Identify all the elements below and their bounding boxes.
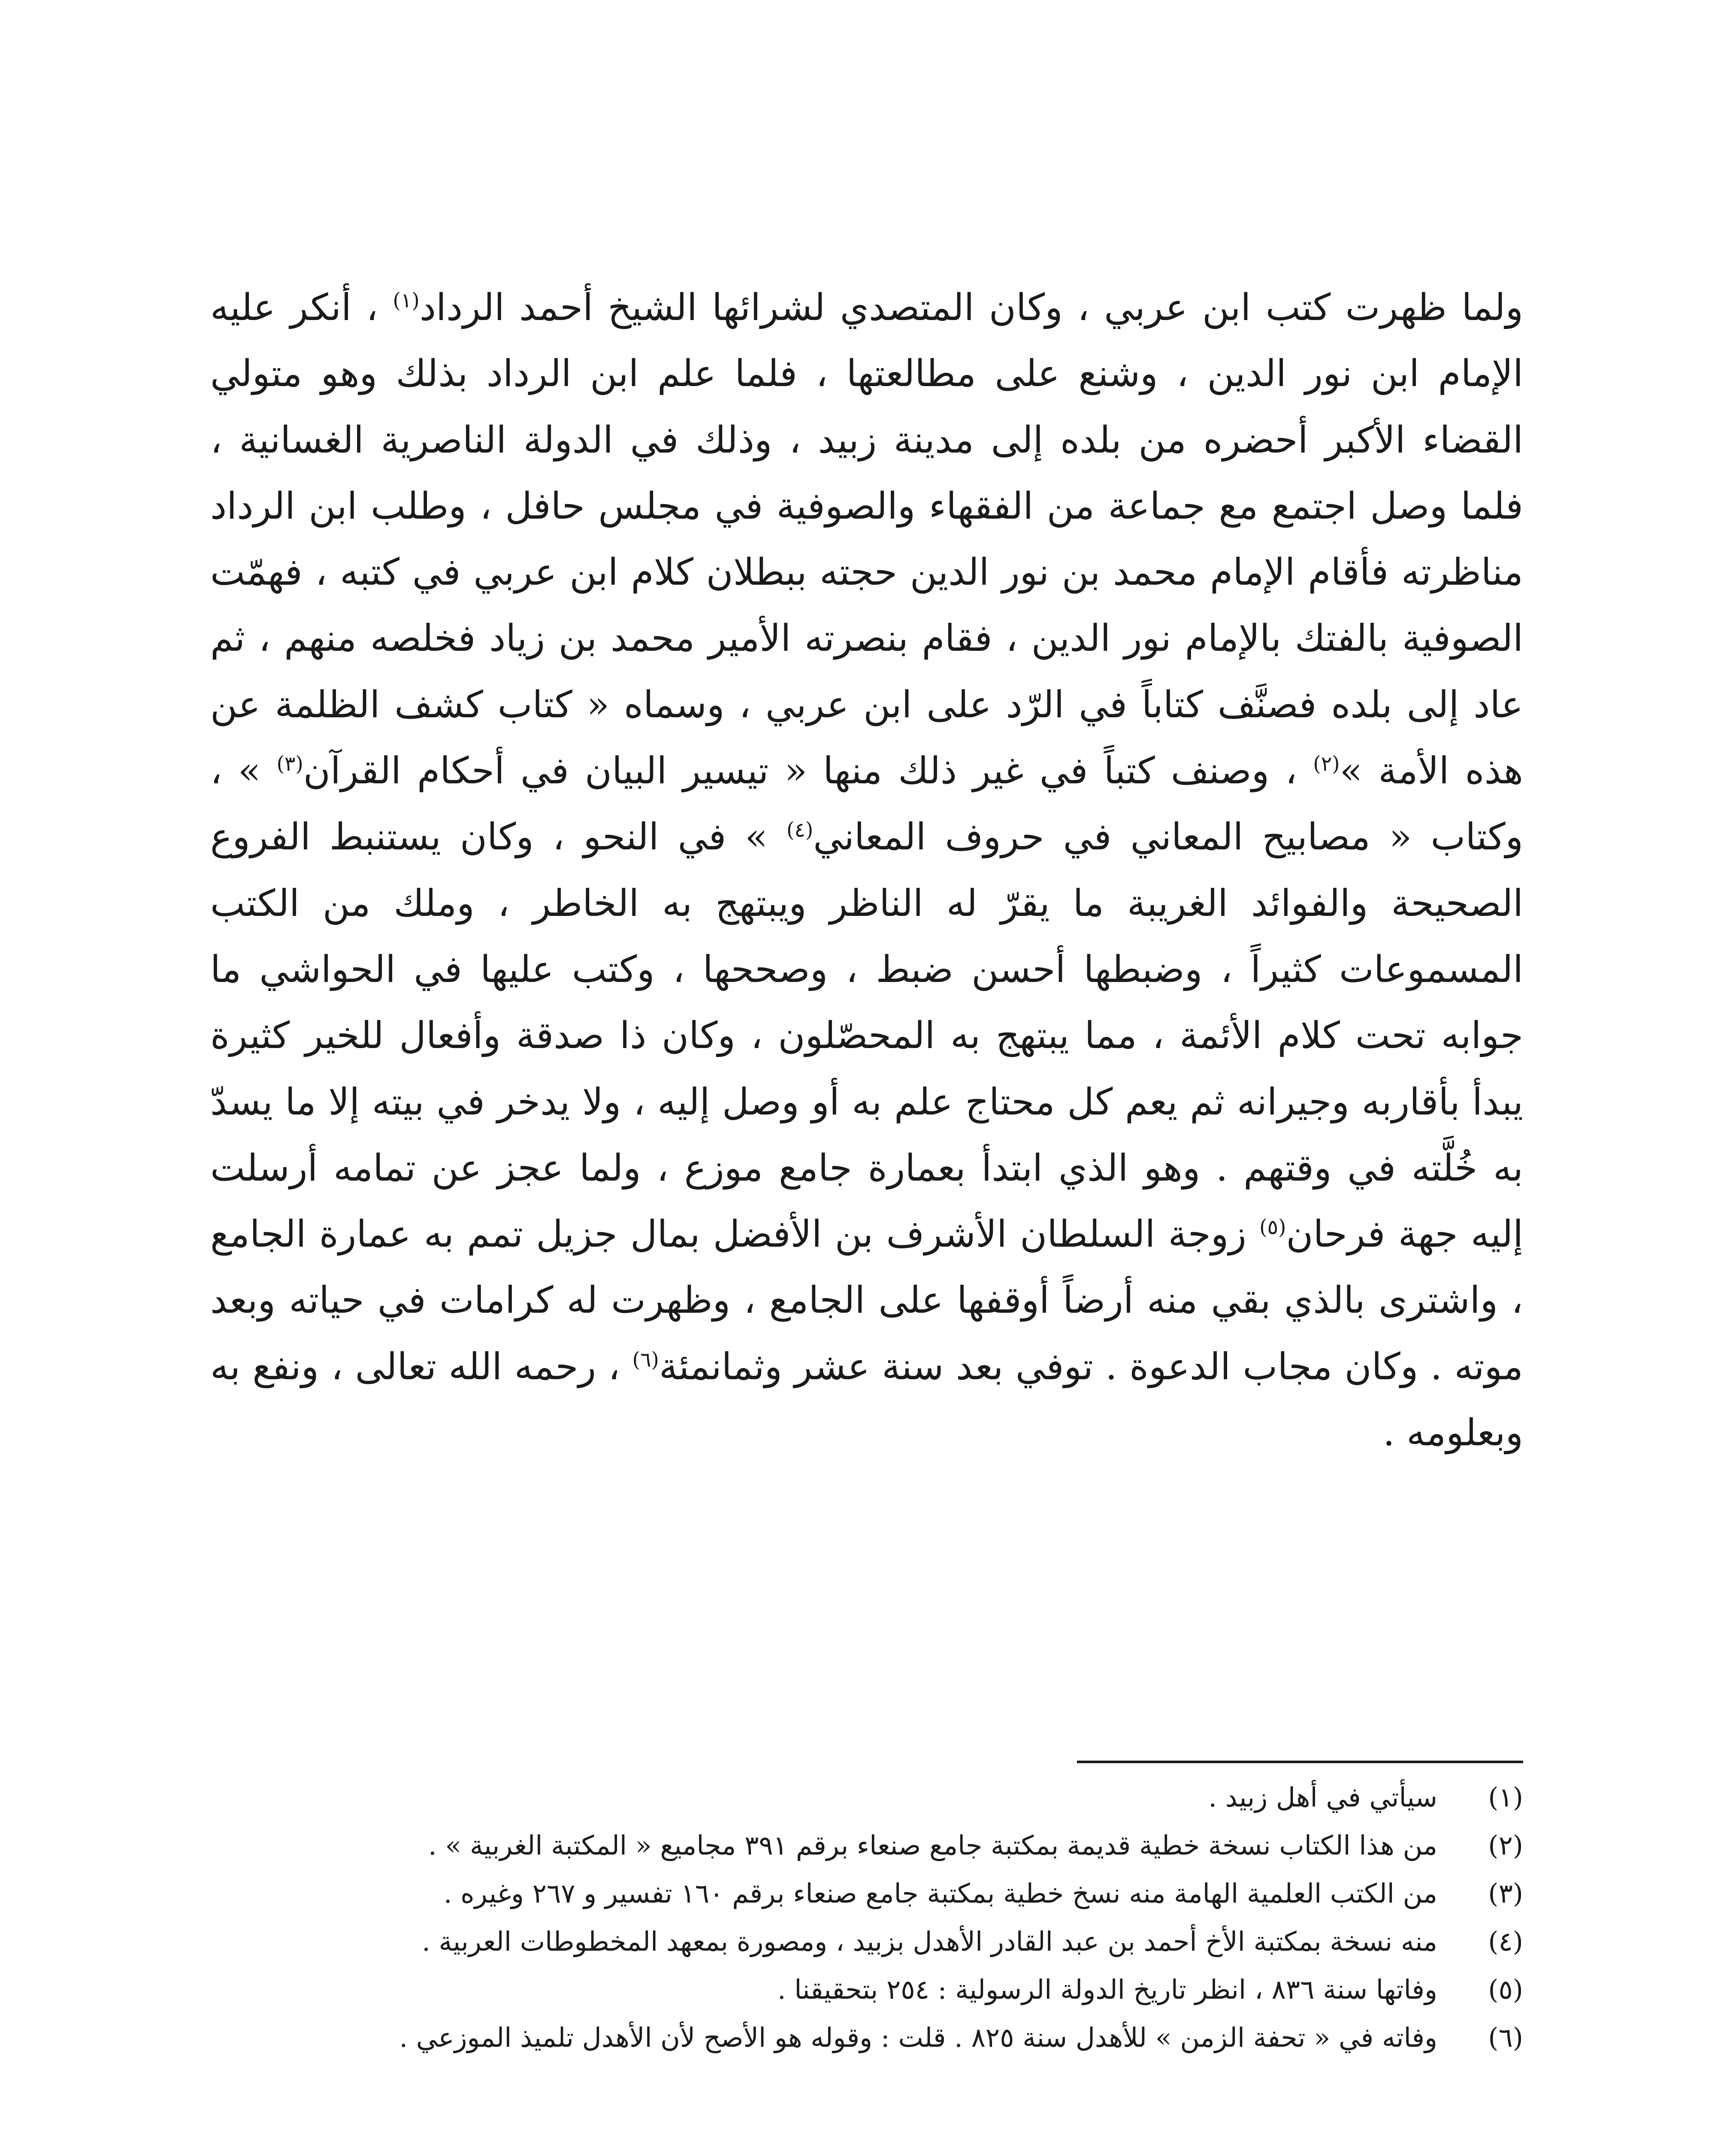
footnote-item — [210, 1968, 1523, 2011]
body-text: ، أنكر عليه الإمام ابن نور الدين ، وشنع على مطالعتها ، فلما علم ابن الرداد بذلك وهو متولي القضاء الأكبر أحضره من بلده إلى مدينة زبيد ، وذلك في الدولة الناصرية الغسانية ، فلما وصل اجتمع مع جماعة من الفقهاء والصوفية في مجلس حافل ، وطلب ابن الرداد مناظرته فأقام الإمام محمد بن نور الدين حجته ببطلان كلام ابن عربي في كتبه ، فهمّت الصوفية بالفتك بالإمام نور الدين ، فقام بنصرته الأمير محمد بن زياد فخلصه منهم ، ثم عاد إلى بلده فصنَّف كتاباً في الرّد على ابن عربي ، وسماه « كتاب كشف الظلمة عن هذه الأمة » — [210, 286, 1524, 793]
footnote-ref-4[interactable]: (٤) — [786, 818, 814, 842]
body-text: ، رحمه الله تعالى ، ونفع به وبعلومه . — [210, 1345, 1523, 1455]
footnote-ref-5[interactable]: (٥) — [1259, 1215, 1286, 1239]
footnote-text: من الكتب العلمية الهامة منه نسخ خطية بمكتبة جامع صنعاء برقم ١٦٠ تفسير و ٢٦٧ وغيره . — [443, 1878, 1437, 1909]
footnote-ref-2[interactable]: (٢) — [1313, 752, 1340, 776]
footnote-text: وفاتها سنة ٨٣٦ ، انظر تاريخ الدولة الرسولية : ٢٥٤ بتحقيقنا . — [777, 1974, 1437, 2005]
body-text: » في النحو ، وكان يستنبط الفروع الصحيحة والفوائد الغريبة ما يقرّ له الناظر ويبتهج به الخاطر ، وملك من الكتب المسموعات كثيراً ، وضبطها أحسن ضبط ، وصححها ، وكتب عليها في الحواشي ما جوابه تحت كلام الأئمة ، مما يبتهج به المحصّلون ، وكان ذا صدقة وأفعال للخير كثيرة يبدأ بأقاربه وجيرانه ثم يعم كل محتاج علم به أو وصل إليه ، ولا يدخر في بيته إلا ما يسدّ به خُلَّته في وقتهم . وهو الذي ابتدأ بعمارة جامع موزع ، ولما عجز عن تمامه أرسلت إليه جهة فرحان — [210, 816, 1524, 1256]
body-text: » ، وكتاب « مصابيح المعاني في حروف المعاني — [210, 749, 1523, 859]
footnote-number: (٣) — [1488, 1878, 1523, 1909]
main-text — [210, 275, 1523, 1466]
footnote-ref-6[interactable]: (٦) — [632, 1348, 659, 1372]
footnote-text: منه نسخة بمكتبة الأخ أحمد بن عبد القادر الأهدل بزبيد ، ومصورة بمعهد المخطوطات العربية . — [422, 1926, 1437, 1957]
footnote-item — [210, 1824, 1523, 1867]
footnote-number: (٦) — [1488, 2022, 1523, 2053]
footnote-ref-3[interactable]: (٣) — [276, 752, 303, 776]
footnote-text: وفاته في « تحفة الزمن » للأهدل سنة ٨٢٥ . قلت : وقوله هو الأصح لأن الأهدل تلميذ الموزعي . — [399, 2022, 1437, 2053]
footnote-item — [210, 1920, 1523, 1963]
body-text: ولما ظهرت كتب ابن عربي ، وكان المتصدي لشرائها الشيخ أحمد الرداد — [419, 286, 1523, 329]
footnotes — [210, 1776, 1523, 2064]
body-paragraph — [210, 275, 1523, 1466]
body-text: ، وصنف كتباً في غير ذلك منها « تيسير البيان في أحكام القرآن — [303, 749, 1313, 793]
footnote-divider — [1077, 1761, 1523, 1763]
footnote-item — [210, 2016, 1523, 2059]
footnote-number: (٤) — [1488, 1926, 1523, 1957]
footnote-text: من هذا الكتاب نسخة خطية قديمة بمكتبة جامع صنعاء برقم ٣٩١ مجاميع « المكتبة الغربية » . — [428, 1830, 1437, 1861]
footnote-item — [210, 1776, 1523, 1819]
body-text: زوجة السلطان الأشرف بن الأفضل بمال جزيل تمم به عمارة الجامع ، واشترى بالذي بقي منه أرضاً أوقفها على الجامع ، وظهرت له كرامات في حياته وبعد موته . وكان مجاب الدعوة . توفي بعد سنة عشر وثمانمئة — [210, 1213, 1523, 1388]
footnote-number: (١) — [1488, 1782, 1523, 1813]
footnote-ref-1[interactable]: (١) — [393, 289, 420, 313]
footnote-number: (٥) — [1488, 1974, 1523, 2005]
footnote-text: سيأتي في أهل زبيد . — [1208, 1782, 1437, 1813]
footnote-number: (٢) — [1488, 1830, 1523, 1861]
footnote-item — [210, 1872, 1523, 1915]
